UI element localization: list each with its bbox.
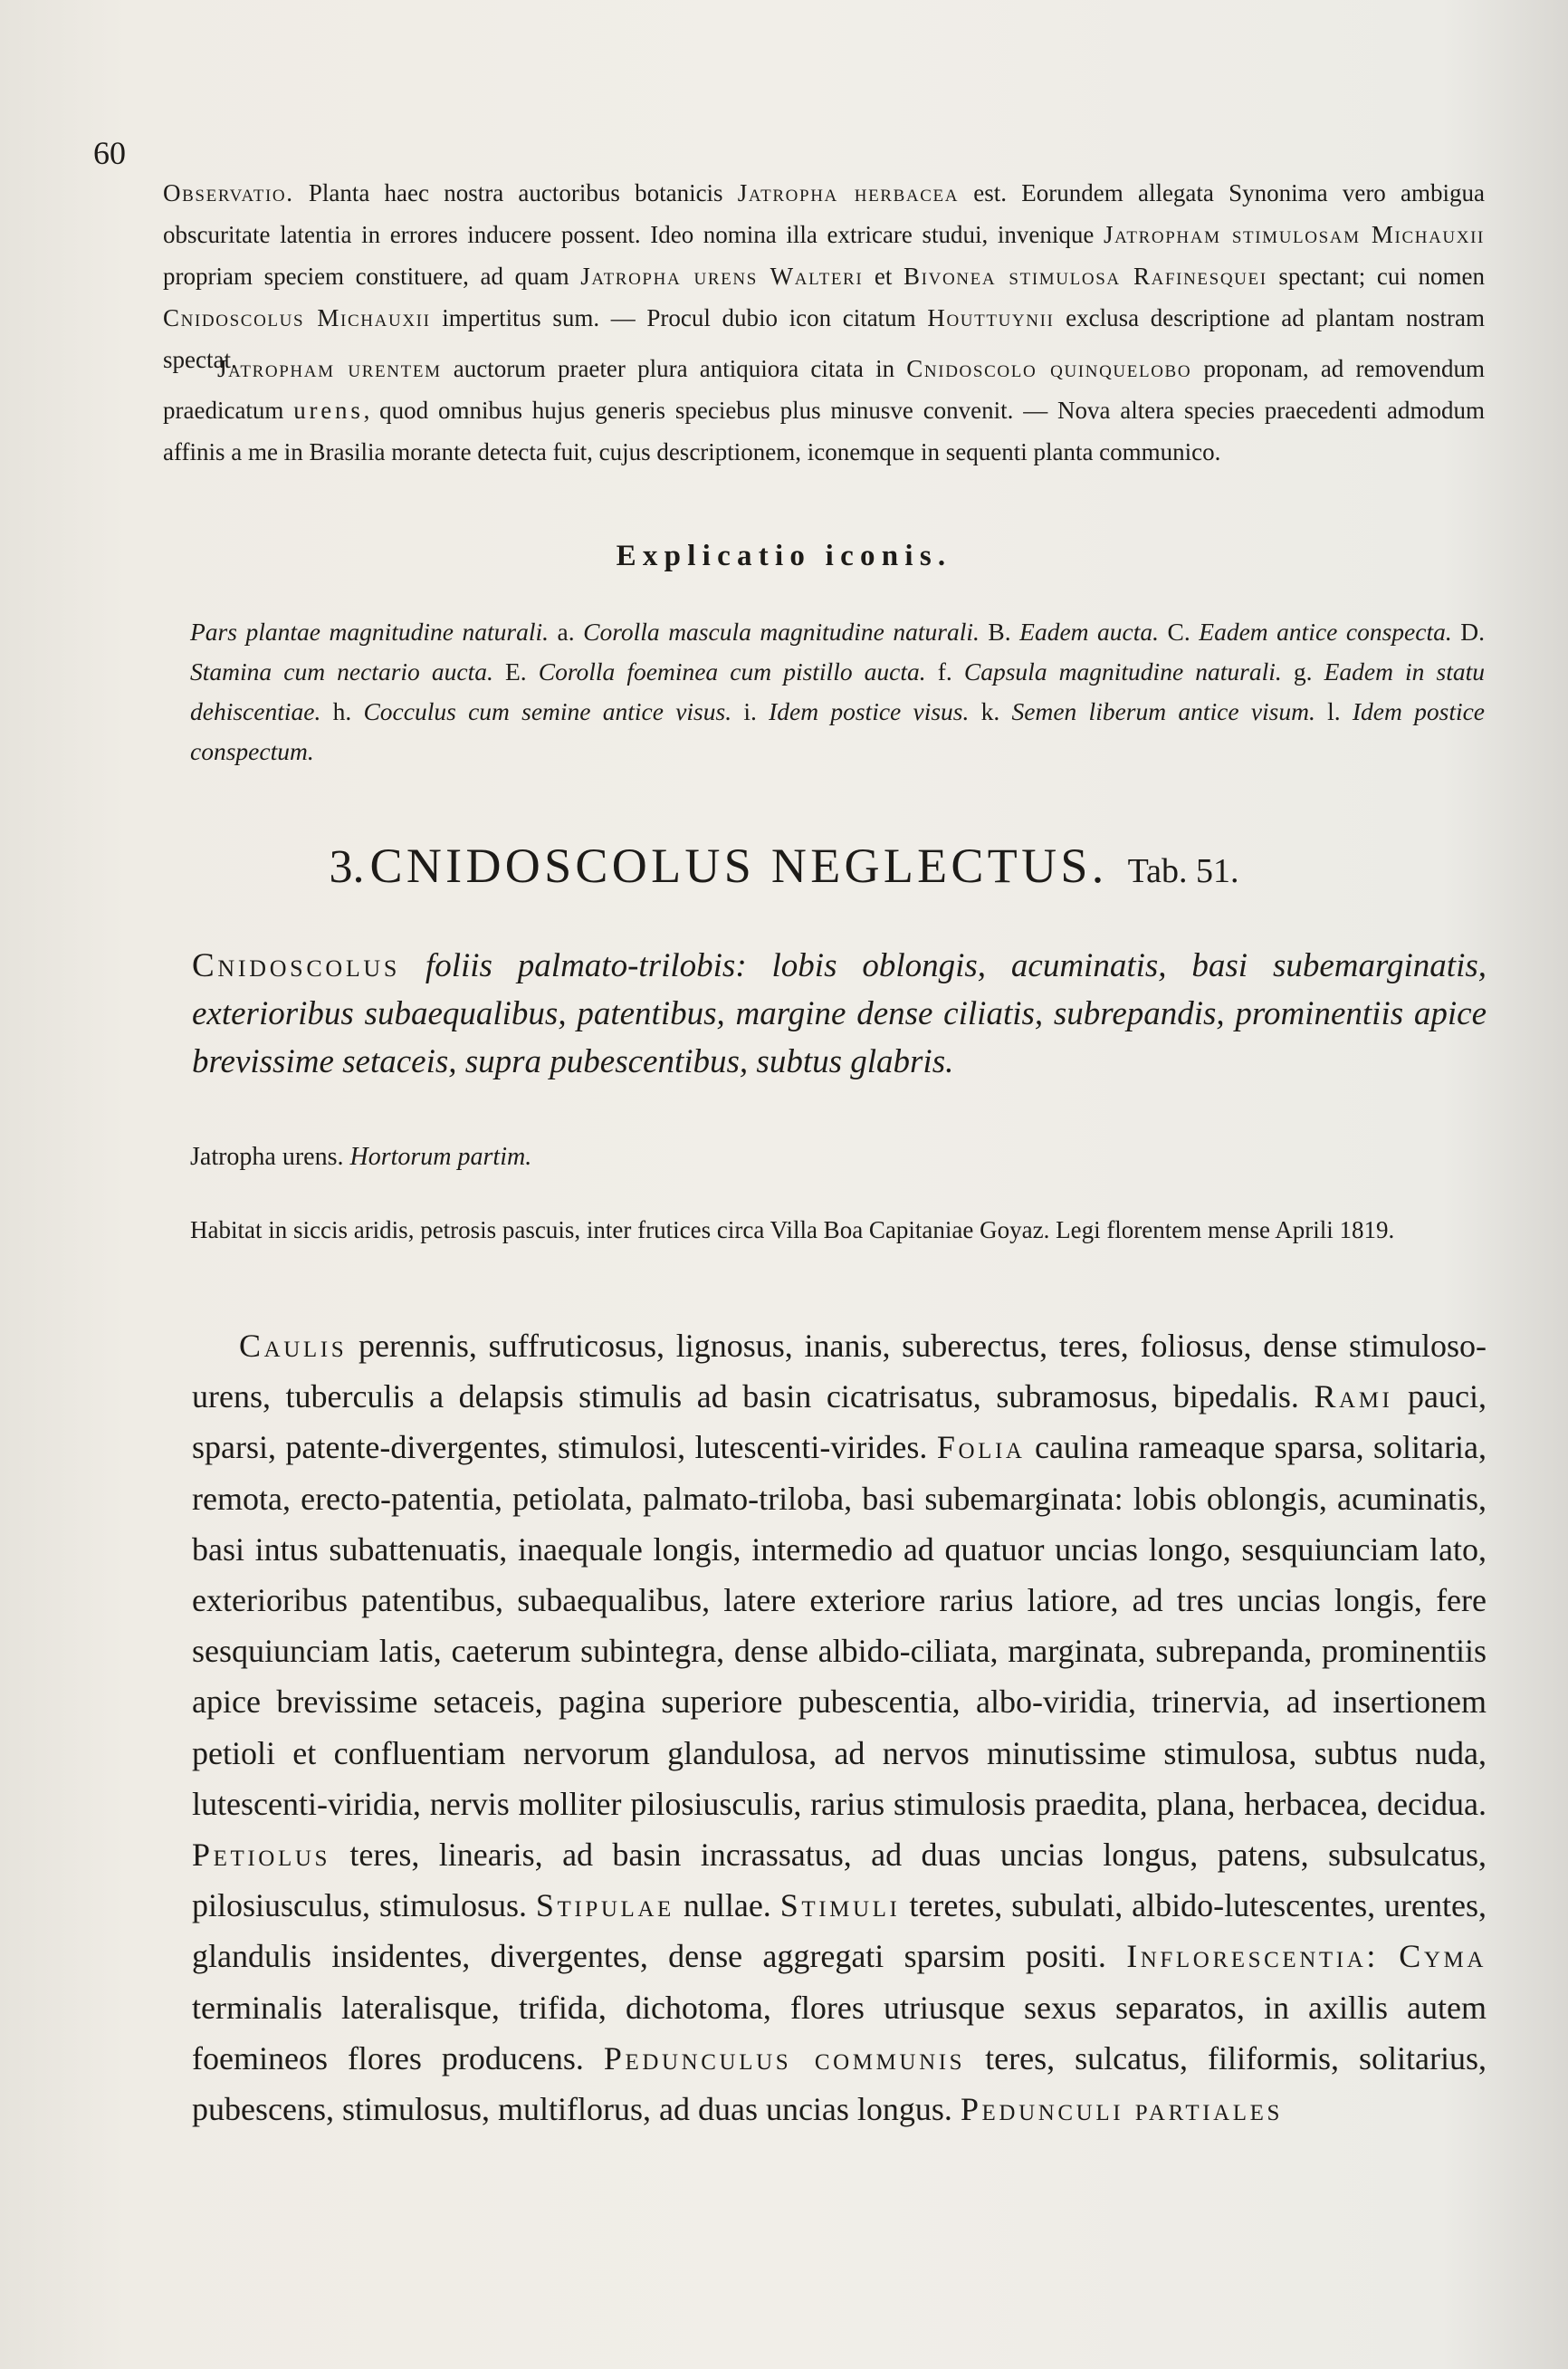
text-run: [1379, 1938, 1399, 1974]
text-run: Stipulae: [535, 1887, 674, 1924]
text-run: l.: [1315, 697, 1353, 725]
text-run: Houttuynii: [927, 304, 1055, 331]
text-run: Folia: [936, 1429, 1026, 1466]
text-run: caulina rameaque sparsa, solitaria, remota, erecto-patentia, petiolata, palmato-triloba, basi subemarginata: lobis oblongis, acuminatis, basi intus subattenuatis, inaequale longis, intermedio ad quatuor uncias longo, sesquiunciam lato, exterioribus patentibus, subaequalibus, latere exteriore rarius latiore, ad tres uncias longis, fere sesquiunciam latis, caeterum subintegra, dense albido-ciliata, marginata, subrepanda, prominentiis apice brevissime setaceis, pagina superiore pubescentia, albo-viridia, trinervia, ad insertionem petioli et confluentiam nervorum glandulosa, ad nervos minutissime stimulosa, subtus nuda, lutescenti-viridia, nervis molliter pilosiusculis, rarius stimulosis praedita, plana, herbacea, decidua.: [192, 1429, 1487, 1822]
text-run: Cnidoscolus Michauxii: [163, 304, 431, 331]
text-run: a.: [549, 618, 584, 646]
text-run: terminalis lateralisque, trifida, dichotoma, flores utriusque sexus separatos, in axillis autem foemineos flores producens.: [192, 1989, 1487, 2076]
text-run: Petiolus: [192, 1837, 330, 1874]
text-run: auctorum praeter plura antiquiora citata in: [441, 355, 907, 382]
text-run: D.: [1451, 618, 1485, 646]
species-diagnosis: [192, 942, 1487, 1086]
description-text: [192, 1320, 1487, 2134]
text-run: Pedunculus communis: [603, 2039, 966, 2076]
text-run: Idem postice visus.: [769, 697, 970, 725]
observatio-paragraph-2: [163, 348, 1485, 473]
text-run: Jatropha herbacea: [737, 179, 960, 206]
text-run: k.: [969, 697, 1012, 725]
text-run: teretes, subulati, albido-lutescentes, urentes, glandulis insidentes, divergentes, dense aggregati sparsim positi.: [192, 1887, 1487, 1975]
text-run: Capsula magnitudine naturali.: [963, 657, 1282, 686]
text-run: Planta haec nostra auctoribus botanicis: [293, 179, 738, 206]
text-run: i.: [731, 697, 770, 725]
text-run: est. Eorundem allegata Synonima vero ambigua obscuritate latentia in errores inducere possent. Ideo nomina illa extricare studui, invenique: [163, 179, 1485, 248]
text-run: C.: [1159, 618, 1200, 646]
text-run: Eadem antice conspecta.: [1199, 618, 1452, 646]
text-run: propriam speciem constituere, ad quam: [163, 263, 581, 290]
text-run: urens: [293, 397, 364, 424]
text-run: Idem postice conspectum.: [190, 697, 1486, 765]
text-run: impertitus sum. — Procul dubio icon citatum: [430, 304, 928, 331]
plate-reference: Tab. 51.: [1127, 852, 1239, 890]
page-number: 60: [93, 135, 126, 171]
text-run: Cnidoscolo quinquelobo: [906, 355, 1192, 382]
text-run: exclusa descriptione ad plantam nostram spectat.: [163, 304, 1486, 373]
text-run: proponam, ad removendum praedicatum: [163, 355, 1485, 424]
text-run: Corolla mascula magnitudine naturali.: [583, 618, 980, 646]
text-run: h.: [320, 697, 364, 725]
text-run: perennis, suffruticosus, lignosus, inanis, suberectus, teres, foliosus, dense stimuloso-urens, tuberculis a delapsis stimulis ad basin cicatrisatus, subramosus, bipedalis.: [192, 1328, 1487, 1415]
text-run: Pedunculi partiales: [960, 2091, 1284, 2128]
text-run: , quod omnibus hujus generis speciebus plus minusve convenit. — Nova altera species praecedenti admodum affinis a me in Brasilia morante detecta fuit, cujus descriptionem, iconemque in sequenti planta communico.: [163, 397, 1485, 465]
synonym-source: Hortorum partim.: [349, 1143, 532, 1171]
text-run: E.: [492, 657, 539, 686]
explicatio-heading: Explicatio iconis.: [616, 540, 952, 572]
text-run: Corolla foeminea cum pistillo aucta.: [538, 657, 926, 686]
text-run: Stimuli: [779, 1887, 901, 1924]
text-run: B.: [979, 618, 1020, 646]
synonym-line: [190, 1143, 1485, 1172]
species-number: 3.: [329, 841, 365, 893]
text-run: Cocculus cum semine antice visus.: [363, 697, 732, 725]
explicatio-text: [190, 612, 1485, 772]
text-run: g.: [1281, 657, 1324, 686]
text-run: pauci, sparsi, patente-divergentes, stimulosi, lutescenti-virides.: [192, 1378, 1487, 1466]
text-run: Cyma: [1399, 1938, 1487, 1975]
synonym-name: Jatropha urens.: [190, 1143, 344, 1171]
text-run: Semen liberum antice visum.: [1011, 697, 1315, 725]
text-run: Bivonea stimulosa Rafinesquei: [904, 263, 1267, 290]
diagnosis-genus: Cnidoscolus: [192, 947, 401, 984]
text-run: teres, linearis, ad basin incrassatus, ad duas uncias longus, patens, subsulcatus, pilosiusculus, stimulosus.: [192, 1837, 1487, 1924]
text-run: nullae.: [674, 1887, 780, 1924]
text-run: Jatropha urens Walteri: [580, 263, 864, 290]
text-run: Caulis: [239, 1328, 348, 1364]
text-run: Eadem aucta.: [1019, 618, 1160, 646]
text-run: et: [863, 263, 904, 290]
text-run: Rami: [1314, 1378, 1393, 1415]
text-run: f.: [925, 657, 964, 686]
text-run: spectant; cui nomen: [1267, 263, 1485, 290]
diagnosis-text: foliis palmato-trilobis: lobis oblongis, acuminatis, basi subemarginatis, exterioribus subaequalibus, patentibus, margine dense ciliatis, subrepandis, prominentiis apice brevissime setaceis, supra pubescentibus, subtus glabris.: [192, 947, 1487, 1080]
species-name: CNIDOSCOLUS NEGLECTUS.: [369, 839, 1108, 893]
text-run: Jatropham urentem: [217, 355, 442, 382]
text-run: Pars plantae magnitudine naturali.: [190, 618, 549, 646]
text-run: Eadem in statu dehiscentiae.: [190, 657, 1485, 725]
text-run: Jatropham stimulosam Michauxii: [1103, 221, 1485, 248]
text-run: teres, sulcatus, filiformis, solitarius, pubescens, stimulosus, multiflorus, ad duas uncias longus.: [192, 2039, 1487, 2128]
habitat-text: Habitat in siccis aridis, petrosis pascuis, inter frutices circa Villa Boa Capitaniae Goyaz. Legi florentem mense Aprili 1819.: [190, 1216, 1395, 1243]
species-heading: [0, 838, 1568, 894]
text-run: Observatio.: [163, 179, 294, 206]
text-run: Inflorescentia:: [1126, 1938, 1379, 1975]
text-run: Stamina cum nectario aucta.: [190, 657, 493, 686]
